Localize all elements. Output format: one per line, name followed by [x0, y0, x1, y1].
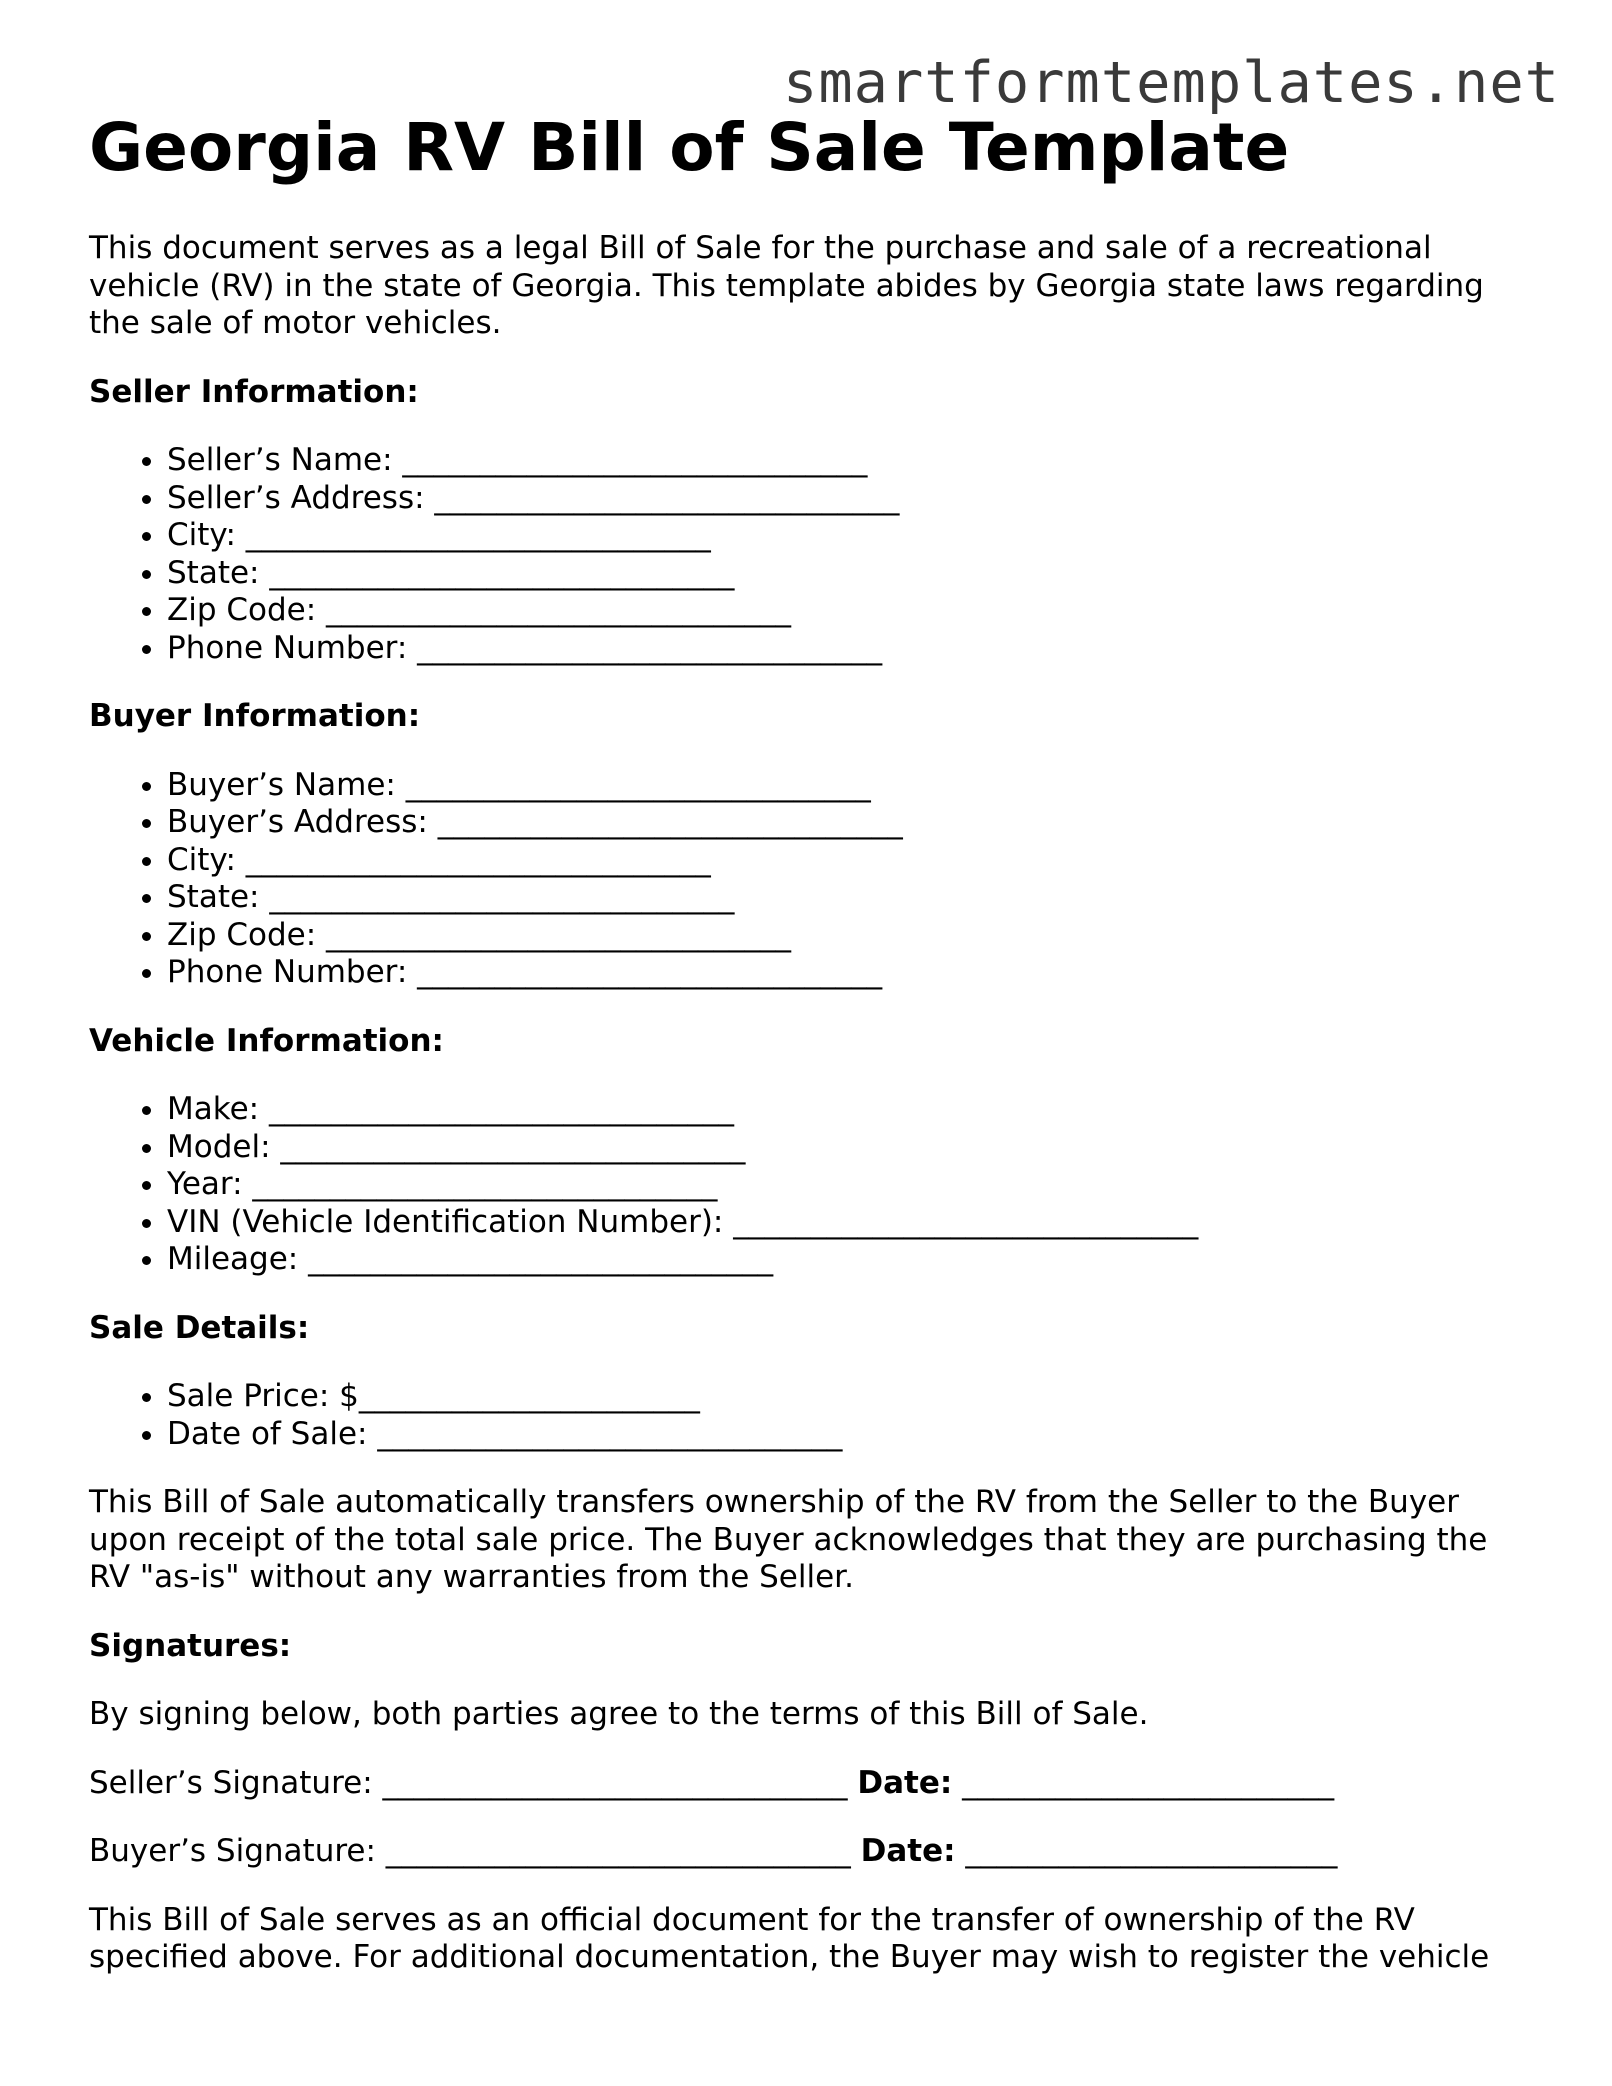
- buyer-address-field: • Buyer’s Address: ______________________________: [167, 804, 1529, 842]
- closing-paragraph: This Bill of Sale serves as an official document for the transfer of ownership of the RV specified above. For additional documentation, the Buyer may wish to register the vehicle: [89, 1901, 1490, 1975]
- seller-address-field: • Seller’s Address: ______________________________: [167, 480, 1529, 518]
- buyer-city-field: • City: ______________________________: [167, 842, 1529, 880]
- seller-section-heading: Seller Information:: [89, 373, 419, 410]
- buyer-date-blank: ________________________: [965, 1833, 1338, 1869]
- vehicle-make-field: • Make: ______________________________: [167, 1091, 1529, 1129]
- buyer-phone-field: • Phone Number: ______________________________: [167, 954, 1529, 992]
- vehicle-mileage-field: • Mileage: ______________________________: [167, 1241, 1529, 1279]
- vehicle-fields-list: [89, 1091, 1529, 1279]
- intro-paragraph: This document serves as a legal Bill of Sale for the purchase and sale of a recreational vehicle (RV) in the state of Georgia. This template abides by Georgia state laws regarding the sale of motor vehicles.: [89, 230, 1484, 341]
- buyer-name-field: • Buyer’s Name: ______________________________: [167, 767, 1529, 805]
- agreement-paragraph: By signing below, both parties agree to the terms of this Bill of Sale.: [89, 1696, 1149, 1732]
- seller-date-label: Date:: [857, 1764, 953, 1801]
- seller-signature-line: [89, 1765, 1529, 1803]
- sale-date-field: • Date of Sale: ______________________________: [167, 1416, 1529, 1454]
- seller-date-blank: ________________________: [962, 1764, 1335, 1801]
- seller-zip-field: • Zip Code: ______________________________: [167, 592, 1529, 630]
- page-title: Georgia RV Bill of Sale Template: [89, 109, 1290, 186]
- vehicle-year-field: • Year: ______________________________: [167, 1166, 1529, 1204]
- seller-name-field: • Seller’s Name: ______________________________: [167, 442, 1529, 480]
- buyer-signature-line: [89, 1833, 1529, 1871]
- seller-signature-label: Seller’s Signature: ______________________________: [89, 1764, 848, 1801]
- sale-section-heading: Sale Details:: [89, 1309, 310, 1346]
- seller-phone-field: • Phone Number: ______________________________: [167, 630, 1529, 668]
- transfer-paragraph: This Bill of Sale automatically transfers ownership of the RV from the Seller to the Buyer upon receipt of the total sale price. The Buyer acknowledges that they are purchasing the RV "as-is" without any warranties from the Seller.: [89, 1484, 1488, 1595]
- document-body: [89, 230, 1529, 2008]
- sale-fields-list: [89, 1378, 1529, 1453]
- vehicle-model-field: • Model: ______________________________: [167, 1129, 1529, 1167]
- signatures-section-heading: Signatures:: [89, 1627, 292, 1664]
- seller-fields-list: [89, 442, 1529, 667]
- watermark: smartformtemplates.net: [783, 50, 1560, 116]
- sale-price-field: • Sale Price: $______________________: [167, 1378, 1529, 1416]
- buyer-date-label: Date:: [860, 1833, 956, 1869]
- buyer-state-field: • State: ______________________________: [167, 879, 1529, 917]
- vehicle-section-heading: Vehicle Information:: [89, 1022, 444, 1059]
- vehicle-vin-field: • VIN (Vehicle Identification Number): ______________________________: [167, 1204, 1529, 1242]
- buyer-signature-label: Buyer’s Signature: ______________________________: [89, 1833, 851, 1869]
- buyer-zip-field: • Zip Code: ______________________________: [167, 917, 1529, 955]
- buyer-fields-list: [89, 767, 1529, 992]
- seller-city-field: • City: ______________________________: [167, 517, 1529, 555]
- buyer-section-heading: Buyer Information:: [89, 698, 421, 734]
- seller-state-field: • State: ______________________________: [167, 555, 1529, 593]
